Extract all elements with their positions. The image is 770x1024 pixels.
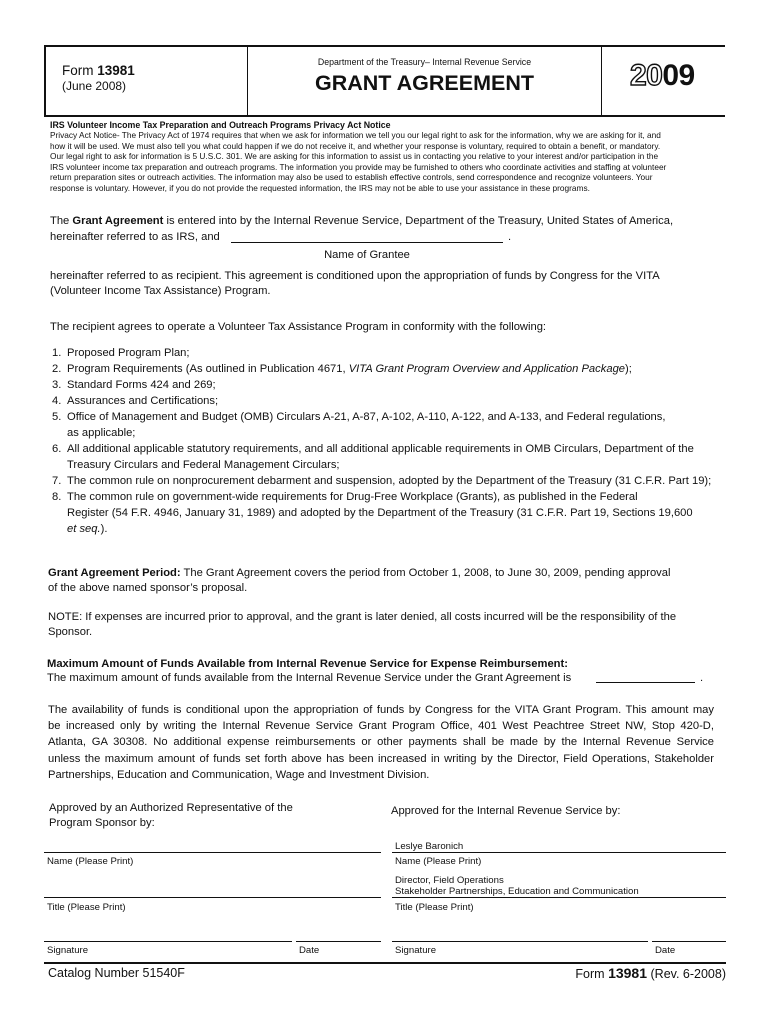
privacy-notice — [50, 130, 730, 194]
form-title: GRANT AGREEMENT — [315, 71, 534, 95]
availability-paragraph — [48, 702, 714, 783]
note-line-2: Sponsor. — [48, 626, 93, 638]
agree-text: The recipient agrees to operate a Volunteer Tax Assistance Program in conformity with the following: — [50, 321, 547, 333]
sponsor-date-field[interactable] — [296, 941, 381, 942]
irs-signature-field[interactable] — [392, 941, 648, 942]
privacy-heading: IRS Volunteer Income Tax Preparation and Outreach Programs Privacy Act Notice — [50, 120, 391, 130]
max-funds-period: . — [700, 672, 704, 684]
list-item: 1. Proposed Program Plan; — [52, 347, 190, 359]
intro-line-1: The Grant Agreement is entered into by the Internal Revenue Service, Department of the Treasury, United States of America, — [50, 215, 674, 227]
availability-line: The availability of funds is conditional upon the appropriation of funds by Congress for the VITA Grant Program. This amount may — [48, 704, 714, 716]
availability-line: Partnerships, Education and Communication, Wage and Investment Division. — [48, 768, 430, 781]
sponsor-date-label: Date — [299, 945, 320, 956]
irs-name-rule — [392, 852, 726, 853]
privacy-line: return preparation sites or outreach activities. The information may also be used to establish effective controls, send correspondence and recognize volunteers. Your — [50, 172, 653, 183]
intro-line-3: hereinafter referred to as recipient. This agreement is conditioned upon the appropriation of funds by Congress for the VITA — [50, 270, 660, 282]
list-item: 7. The common rule on nonprocurement debarment and suspension, adopted by the Department of the Treasury (31 C.F.R. Part 19); — [52, 475, 712, 487]
header-divider-right — [601, 45, 602, 116]
form-number-label: Form 13981 — [62, 63, 135, 78]
intro-line-4: (Volunteer Income Tax Assistance) Program. — [50, 285, 271, 297]
form-year: 2009 — [630, 59, 695, 92]
irs-signature-label: Signature — [395, 945, 437, 956]
header-bottom-rule — [44, 115, 725, 117]
privacy-line: response is voluntary. However, if you do not provide the requested information, the IRS may not be able to use your assistance in these programs. — [50, 182, 590, 193]
irs-approval-heading: Approved for the Internal Revenue Service by: — [391, 805, 621, 817]
footer-rule — [44, 962, 726, 964]
max-funds-heading: Maximum Amount of Funds Available from Internal Revenue Service for Expense Reimbursement: — [47, 658, 568, 670]
intro-period: . — [508, 231, 512, 243]
irs-date-label: Date — [655, 945, 676, 956]
sponsor-title-label: Title (Please Print) — [47, 902, 126, 913]
availability-line: Atlanta, GA 30308. No additional expense reimbursements or other payments shall be made by the Internal Revenue Service — [48, 736, 714, 749]
form-date: (June 2008) — [62, 79, 127, 93]
sponsor-name-label: Name (Please Print) — [47, 856, 134, 867]
sponsor-title-field[interactable] — [44, 897, 381, 898]
privacy-line: how it will be used. We must also tell you what could happen if we do not receive it, and whether your response is voluntary, required to obtain a benefit, or mandatory. — [50, 140, 661, 151]
catalog-number: Catalog Number 51540F — [48, 966, 185, 980]
availability-line: unless the maximum amount of funds set forth above has been increased in writing by the Director, Field Operations, Stakeholder — [48, 752, 714, 765]
header-top-rule — [44, 45, 725, 47]
header-left-rule — [44, 45, 46, 116]
irs-name-label: Name (Please Print) — [395, 856, 482, 867]
period-line-1: Grant Agreement Period: The Grant Agreement covers the period from October 1, 2008, to June 30, 2009, pending approval — [48, 567, 671, 579]
list-item: 3. Standard Forms 424 and 269; — [52, 379, 216, 391]
availability-line: be increased only by writing the Internal Revenue Service Grant Program Office, 401 West Peachtree Street NW, Stop 420-D, — [48, 720, 714, 733]
list-item: 5. Office of Management and Budget (OMB) Circulars A-21, A-87, A-102, A-110, A-122, and A-133, and Federal regulations, as applicable; — [52, 411, 666, 440]
note-line-1: NOTE: If expenses are incurred prior to approval, and the grant is later denied, all costs incurred will be the responsibility of the — [48, 611, 677, 623]
intro-line-2: hereinafter referred to as IRS, and — [50, 231, 220, 243]
sponsor-approval-heading-1: Approved by an Authorized Representative of the — [49, 802, 293, 814]
privacy-line: IRS volunteer income tax preparation and outreach programs. The information you provide may be furnished to others who coordinate activities and staffing at volunteer — [50, 161, 667, 172]
list-item: 8. The common rule on government-wide requirements for Drug-Free Workplace (Grants), as published in the Federal Register (54 F.R. 4946, January 31, 1989) and adopted by the Department of the Treasury (31 C.F.R. Part 19, Sections 19,600 et seq.). — [52, 491, 693, 536]
irs-title-value-2: Stakeholder Partnerships, Education and Communication — [395, 886, 639, 897]
irs-title-rule — [392, 897, 726, 898]
list-item: 4. Assurances and Certifications; — [52, 395, 219, 407]
privacy-line: Our legal right to ask for information is 5 U.S.C. 301. We are asking for this information to assist us in contacting you relative to your interest and/or participation in the — [50, 151, 659, 162]
list-item: 6. All additional applicable statutory requirements, and all additional applicable requirements in OMB Circulars, Department of the Treasury Circulars and Federal Management Circulars; — [52, 443, 694, 472]
irs-title-label: Title (Please Print) — [395, 902, 474, 913]
sponsor-signature-field[interactable] — [44, 941, 292, 942]
irs-name-value: Leslye Baronich — [395, 841, 464, 852]
list-item: 2. Program Requirements (As outlined in Publication 4671, VITA Grant Program Overview and Application Package); — [52, 363, 632, 375]
sponsor-name-field[interactable] — [44, 852, 381, 853]
max-funds-text: The maximum amount of funds available from the Internal Revenue Service under the Grant Agreement is — [47, 672, 572, 684]
irs-title-value-1: Director, Field Operations — [395, 875, 504, 886]
sponsor-approval-heading-2: Program Sponsor by: — [49, 817, 155, 829]
grantee-name-field[interactable] — [231, 242, 503, 243]
privacy-line: Privacy Act Notice- The Privacy Act of 1974 requires that when we ask for information we tell you our legal right to ask for the information, why we are asking for it, and — [50, 130, 661, 140]
grantee-name-label: Name of Grantee — [324, 249, 410, 261]
irs-date-field[interactable] — [652, 941, 726, 942]
department-name: Department of the Treasury– Internal Revenue Service — [317, 57, 532, 67]
footer-form-number: Form 13981 (Rev. 6-2008) — [575, 965, 726, 981]
period-line-2: of the above named sponsor’s proposal. — [48, 582, 248, 594]
sponsor-signature-label: Signature — [47, 945, 89, 956]
max-amount-field[interactable] — [596, 682, 695, 683]
